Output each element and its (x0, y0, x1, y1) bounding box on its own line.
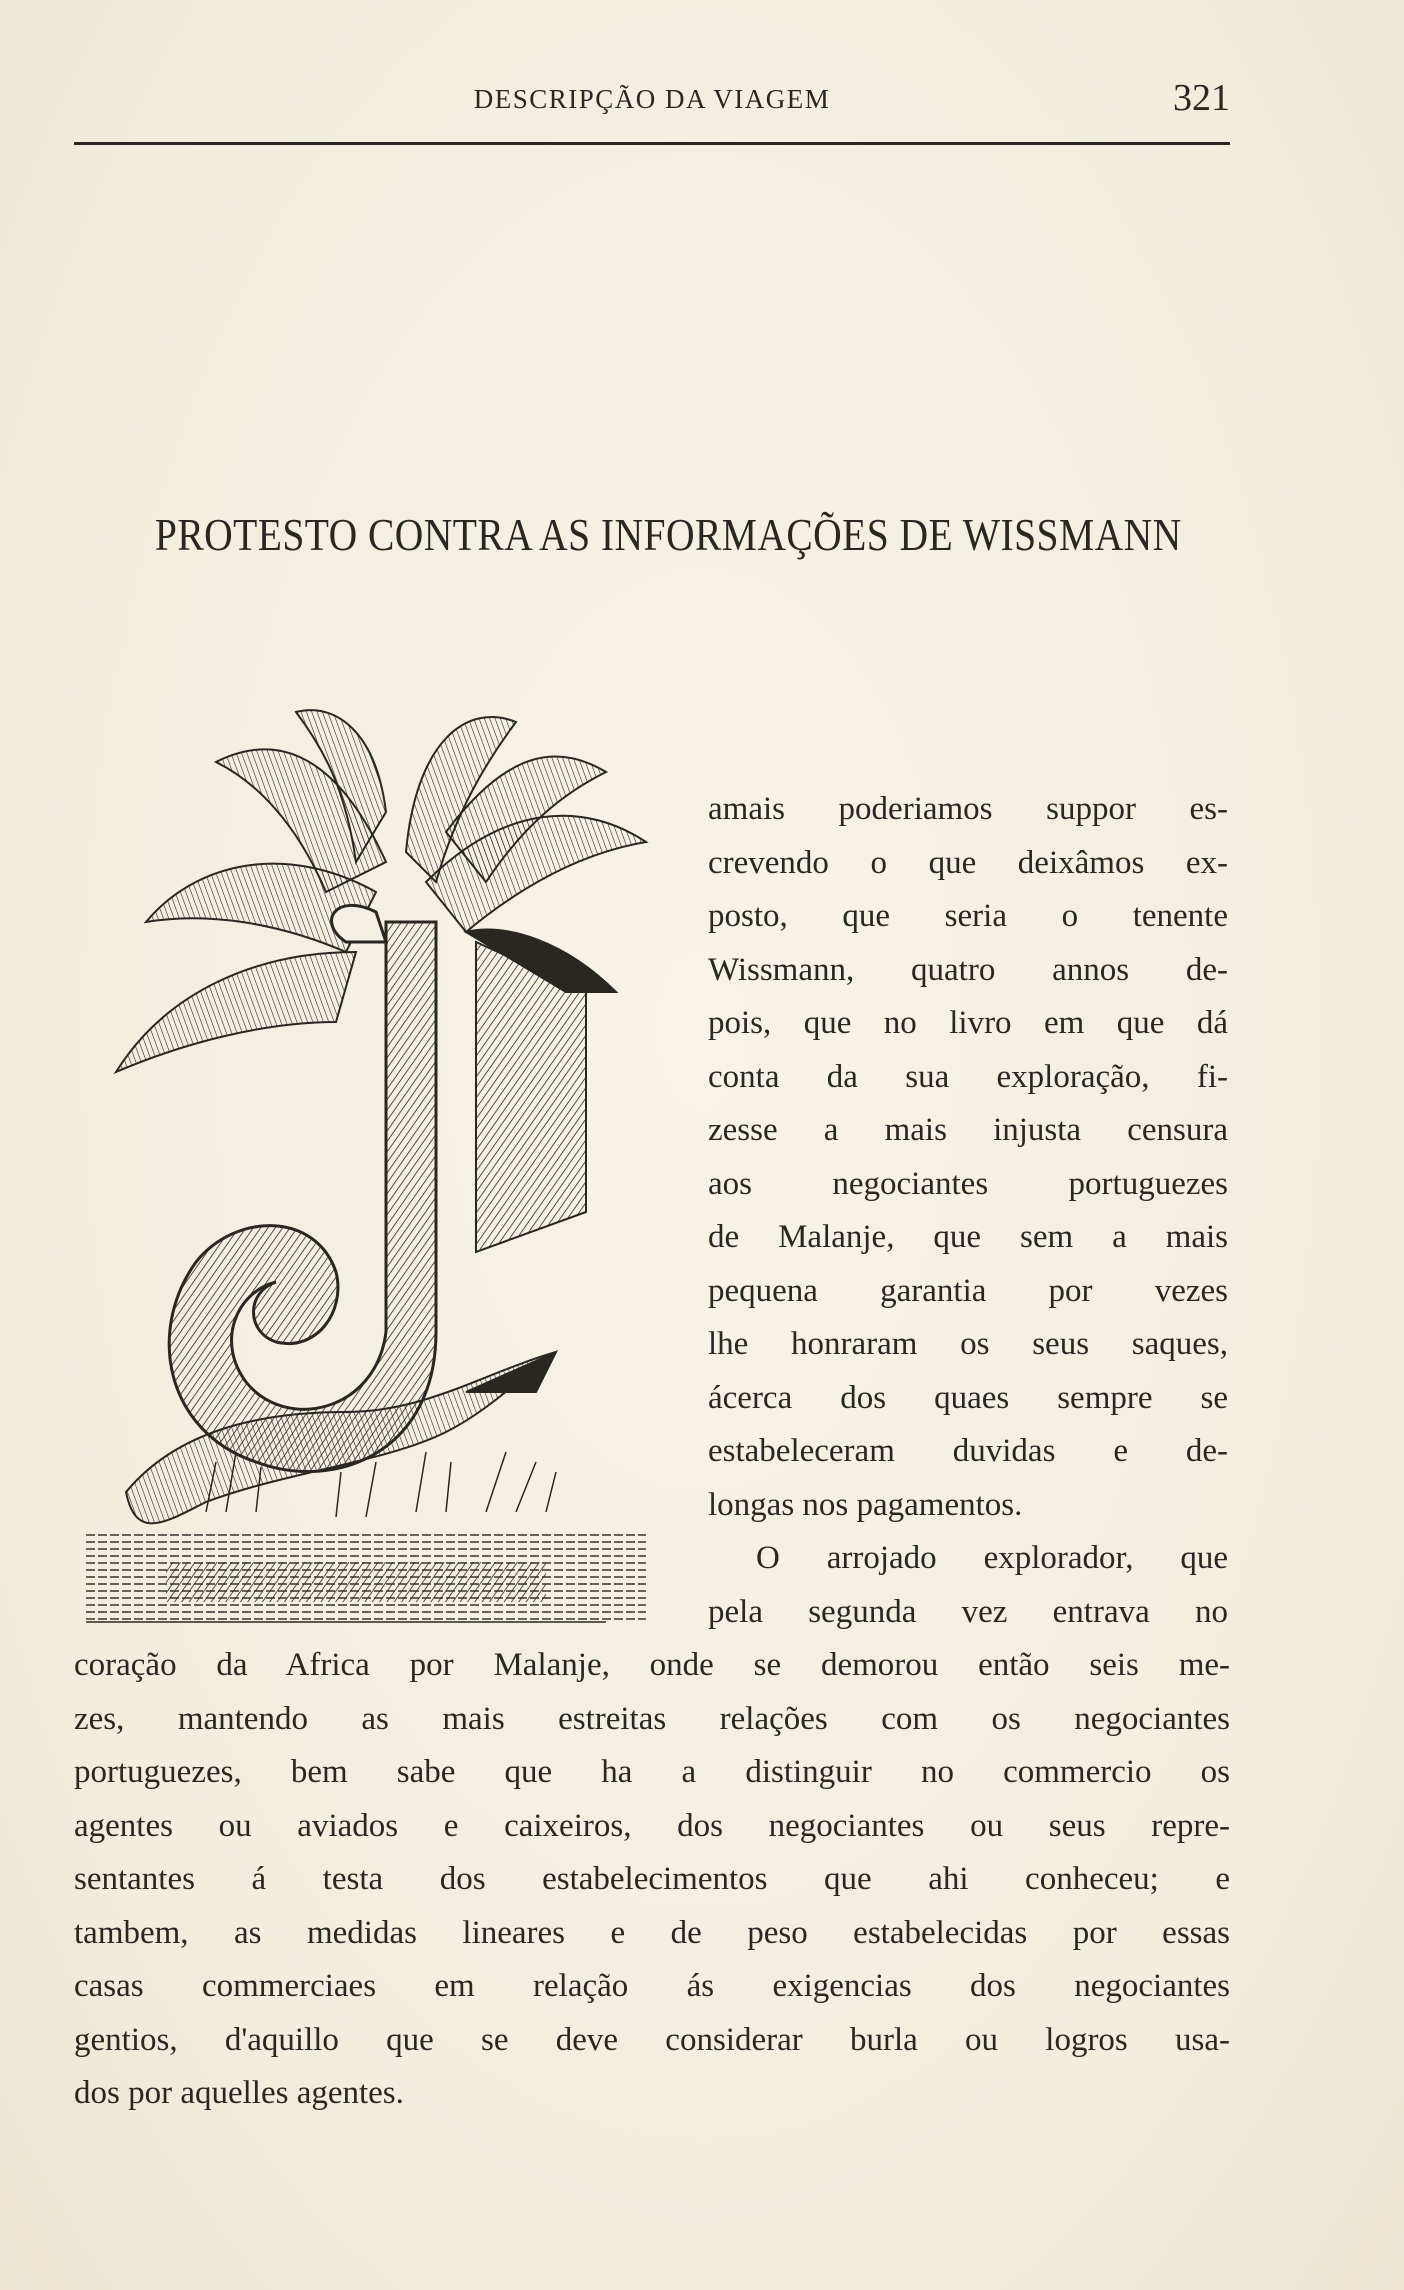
text-line: zes, mantendo as mais estreitas relações com os negociantes (74, 1700, 1230, 1737)
text-line: agentes ou aviados e caixeiros, dos negociantes ou seus repre- (74, 1807, 1230, 1844)
hut (466, 930, 616, 1253)
text-line: Wissmann, quatro annos de- (708, 951, 1228, 988)
text-line: casas commerciaes em relação ás exigencias dos negociantes (74, 1968, 1230, 2004)
text-line: zesse a mais injusta censura (708, 1112, 1228, 1148)
text-line: pois, que no livro em que dá (708, 1005, 1228, 1041)
body-text-narrow (708, 783, 1228, 1639)
water (86, 1532, 646, 1622)
text-line: lhe honraram os seus saques, (708, 1326, 1228, 1362)
header-rule (74, 142, 1230, 145)
text-line: coração da Africa por Malanje, onde se demorou então seis me- (74, 1647, 1230, 1683)
page-number: 321 (1173, 77, 1230, 119)
text-line: de Malanje, que sem a mais (708, 1219, 1228, 1255)
ornamental-initial-j-landscape-icon (86, 692, 676, 1632)
text-line: gentios, d'aquillo que se deve considerar burla ou logros usa- (74, 2021, 1230, 2058)
text-line: posto, que seria o tenente (708, 898, 1228, 934)
page-header (74, 76, 1230, 136)
text-line: pela segunda vez entrava no (708, 1593, 1228, 1630)
text-line: crevendo o que deixâmos ex- (708, 844, 1228, 881)
text-line: pequena garantia por vezes (708, 1272, 1228, 1309)
text-line: tambem, as medidas lineares e de peso estabelecidas por essas (74, 1914, 1230, 1951)
text-line: O arrojado explorador, que (756, 1540, 1228, 1576)
text-line: ácerca dos quaes sempre se (708, 1379, 1228, 1416)
text-line: conta da sua exploração, fi- (708, 1058, 1228, 1095)
section-heading: PROTESTO CONTRA AS INFORMAÇÕES DE WISSMANN (154, 509, 1182, 560)
text-line: amais poderiamos suppor es- (708, 791, 1228, 827)
text-line: sentantes á testa dos estabelecimentos que ahi conheceu; e (74, 1861, 1230, 1897)
text-line: portuguezes, bem sabe que ha a distinguir no commercio os (74, 1754, 1230, 1790)
text-line: estabeleceram duvidas e de- (708, 1433, 1228, 1469)
text-line: longas nos pagamentos. (708, 1486, 1023, 1523)
text-line: aos negociantes portuguezes (708, 1165, 1228, 1202)
running-title: DESCRIPÇÃO DA VIAGEM (473, 84, 831, 114)
text-line: dos por aquelles agentes. (74, 2075, 404, 2111)
body-text-wide (74, 1639, 1230, 2121)
